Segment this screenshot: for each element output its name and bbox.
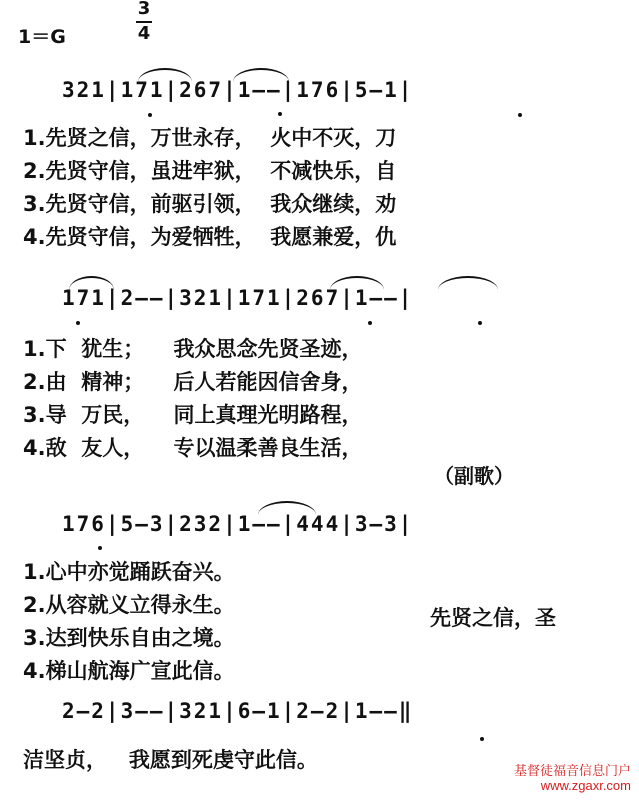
note-dot (278, 112, 282, 116)
note-dot (480, 737, 484, 741)
lyric-line-1-3: 3.先贤守信，前驱引领， 我众继续，劝 (23, 192, 397, 216)
lyric-line-2-3: 3.导 万民， 同上真理光明路程， (23, 403, 363, 427)
watermark-line-1: 基督徒福音信息门户 (513, 763, 631, 779)
slur-3 (69, 276, 114, 290)
time-signature (134, 0, 154, 44)
slur-4 (330, 276, 384, 290)
lyric-line-2-1: 1.下 犹生； 我众思念先贤圣迹， (23, 337, 363, 361)
lyric-line-3-2: 2.从容就义立得永生。 (23, 593, 235, 617)
lyric-line-3-1: 1.心中亦觉踊跃奋兴。 (23, 560, 235, 584)
time-numerator: 3 (137, 0, 151, 19)
note-dot (148, 113, 152, 117)
time-denominator: 4 (137, 22, 151, 44)
note-dot (368, 321, 372, 325)
note-dot (478, 321, 482, 325)
key-signature: 1＝G (18, 26, 66, 48)
lyric-line-1-2: 2.先贤守信，虽进牢狱， 不减快乐，自 (23, 159, 397, 183)
lyric-line-3-4: 4.梯山航海广宣此信。 (23, 659, 235, 683)
slur-6 (258, 501, 316, 515)
notation-line-3: 176|5—3|232|1——|444|3—3| (62, 512, 414, 536)
slur-1 (138, 68, 192, 82)
lyric-line-3-3: 3.达到快乐自由之境。 (23, 626, 235, 650)
watermark (514, 764, 631, 794)
notation-line-4: 2—2|3——|321|6—1|2—2|1——‖ (62, 699, 414, 723)
note-dot (76, 321, 80, 325)
note-dot (98, 546, 102, 550)
notation-line-2: 171|2——|321|171|267|1——| (62, 286, 414, 310)
lyric-line-1-4: 4.先贤守信，为爱牺牲， 我愿兼爱，仇 (23, 225, 397, 249)
notation-line-1: 321|171|267|1——|176|5—1| (62, 78, 414, 102)
lyric-line-2-2: 2.由 精神； 后人若能因信舍身， (23, 370, 363, 394)
note-dot (518, 113, 522, 117)
slur-2 (233, 68, 289, 82)
lyric-line-2-4: 4.敌 友人， 专以温柔善良生活， (23, 436, 363, 460)
chorus-side-lyric: 先贤之信，圣 (430, 606, 556, 630)
watermark-line-2: www.zgaxr.com (540, 778, 631, 794)
lyric-line-1-1: 1.先贤之信，万世永存， 火中不灭，刀 (23, 126, 397, 150)
slur-5 (438, 276, 498, 290)
lyric-line-4-1: 洁坚贞， 我愿到死虔守此信。 (23, 748, 318, 772)
chorus-label: （副歌） (434, 464, 514, 488)
